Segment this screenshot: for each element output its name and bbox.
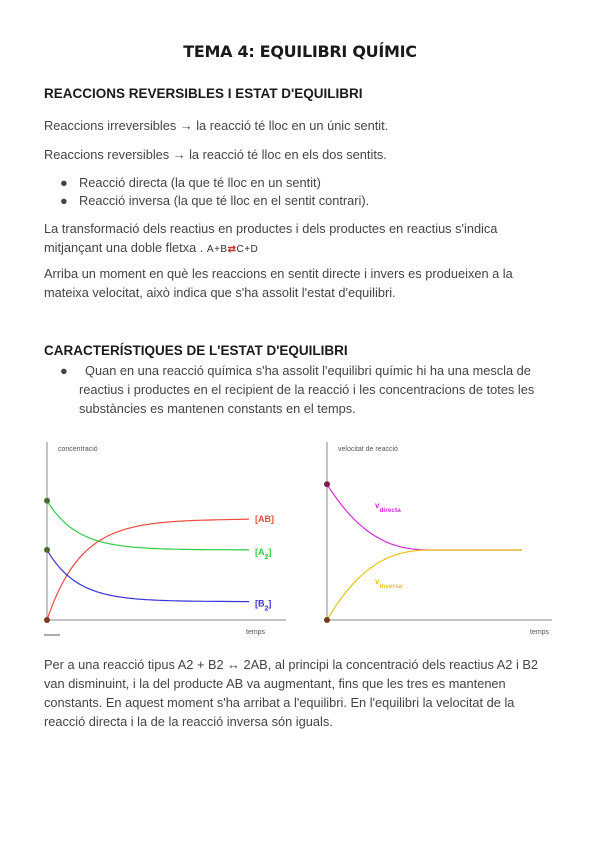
series-line-0: [47, 519, 249, 620]
bullet-icon: ●: [60, 363, 68, 378]
concentration-chart: [36, 436, 290, 642]
origin-point: [44, 617, 50, 623]
start-point-2: [44, 547, 50, 553]
paragraph-reversible: Reaccions reversibles → la reacció té lloc en els dos sentits.: [44, 147, 387, 162]
series-label-0: [AB]: [255, 514, 274, 525]
series-label-2: $[B_2]$: [255, 598, 272, 613]
origin-point: [324, 617, 330, 623]
equation: A+B⇄C+D: [206, 244, 259, 255]
bullet-icon: ●: [60, 193, 68, 208]
series-line-0: [327, 484, 522, 550]
reaction-rate-chart: [316, 436, 556, 642]
section-heading-characteristics: CARACTERÍSTIQUES DE L'ESTAT D'EQUILIBRI: [44, 343, 348, 358]
paragraph-explanation: Per a una reacció tipus A2 + B2 ↔ 2AB, al principi la concentració dels reactius A2 i B2 van disminuint, i la del producte AB va augmentant, fins que les tres es mantenen constants. En aquest moment s'ha arribat a l'equilibri. En l'equilibri la velocitat de la reacció directa i la de la reacció inversa són iguals.: [44, 657, 539, 729]
series-label-0: $v_{directa}$: [375, 501, 401, 514]
series-line-2: [47, 550, 249, 602]
paragraph-equilibrium: Arriba un moment en què les reaccions en sentit directe i invers es produeixen a la mateixa velocitat, això indica que s'ha assolit l'estat d'equilibri.: [44, 266, 513, 300]
y-axis-label: velocitat de reacció: [338, 446, 398, 453]
page-title: TEMA 4: EQUILIBRI QUÍMIC: [183, 42, 417, 61]
x-axis-label: temps: [530, 629, 550, 636]
series-line-1: [327, 550, 522, 620]
start-point-1: [44, 498, 50, 504]
series-line-1: [47, 501, 249, 550]
paragraph-transformation: La transformació dels reactius en productes i dels productes en reactius s'indica mitjançant una doble fletxa . A+B⇄C+D: [44, 221, 498, 255]
section-heading-reversible: REACCIONS REVERSIBLES I ESTAT D'EQUILIBRI: [44, 86, 363, 101]
series-label-1: $v_{inversa}$: [375, 577, 403, 590]
series-label-1: $[A_2]$: [255, 546, 272, 561]
paragraph-irreversible: Reaccions irreversibles → la reacció té lloc en un únic sentit.: [44, 118, 389, 133]
y-axis-label: concentració: [58, 446, 98, 453]
bullet-icon: ●: [60, 175, 68, 190]
start-point-0: [324, 481, 330, 487]
double-arrow-icon: ⇄: [227, 244, 237, 255]
x-axis-label: temps: [246, 629, 266, 636]
